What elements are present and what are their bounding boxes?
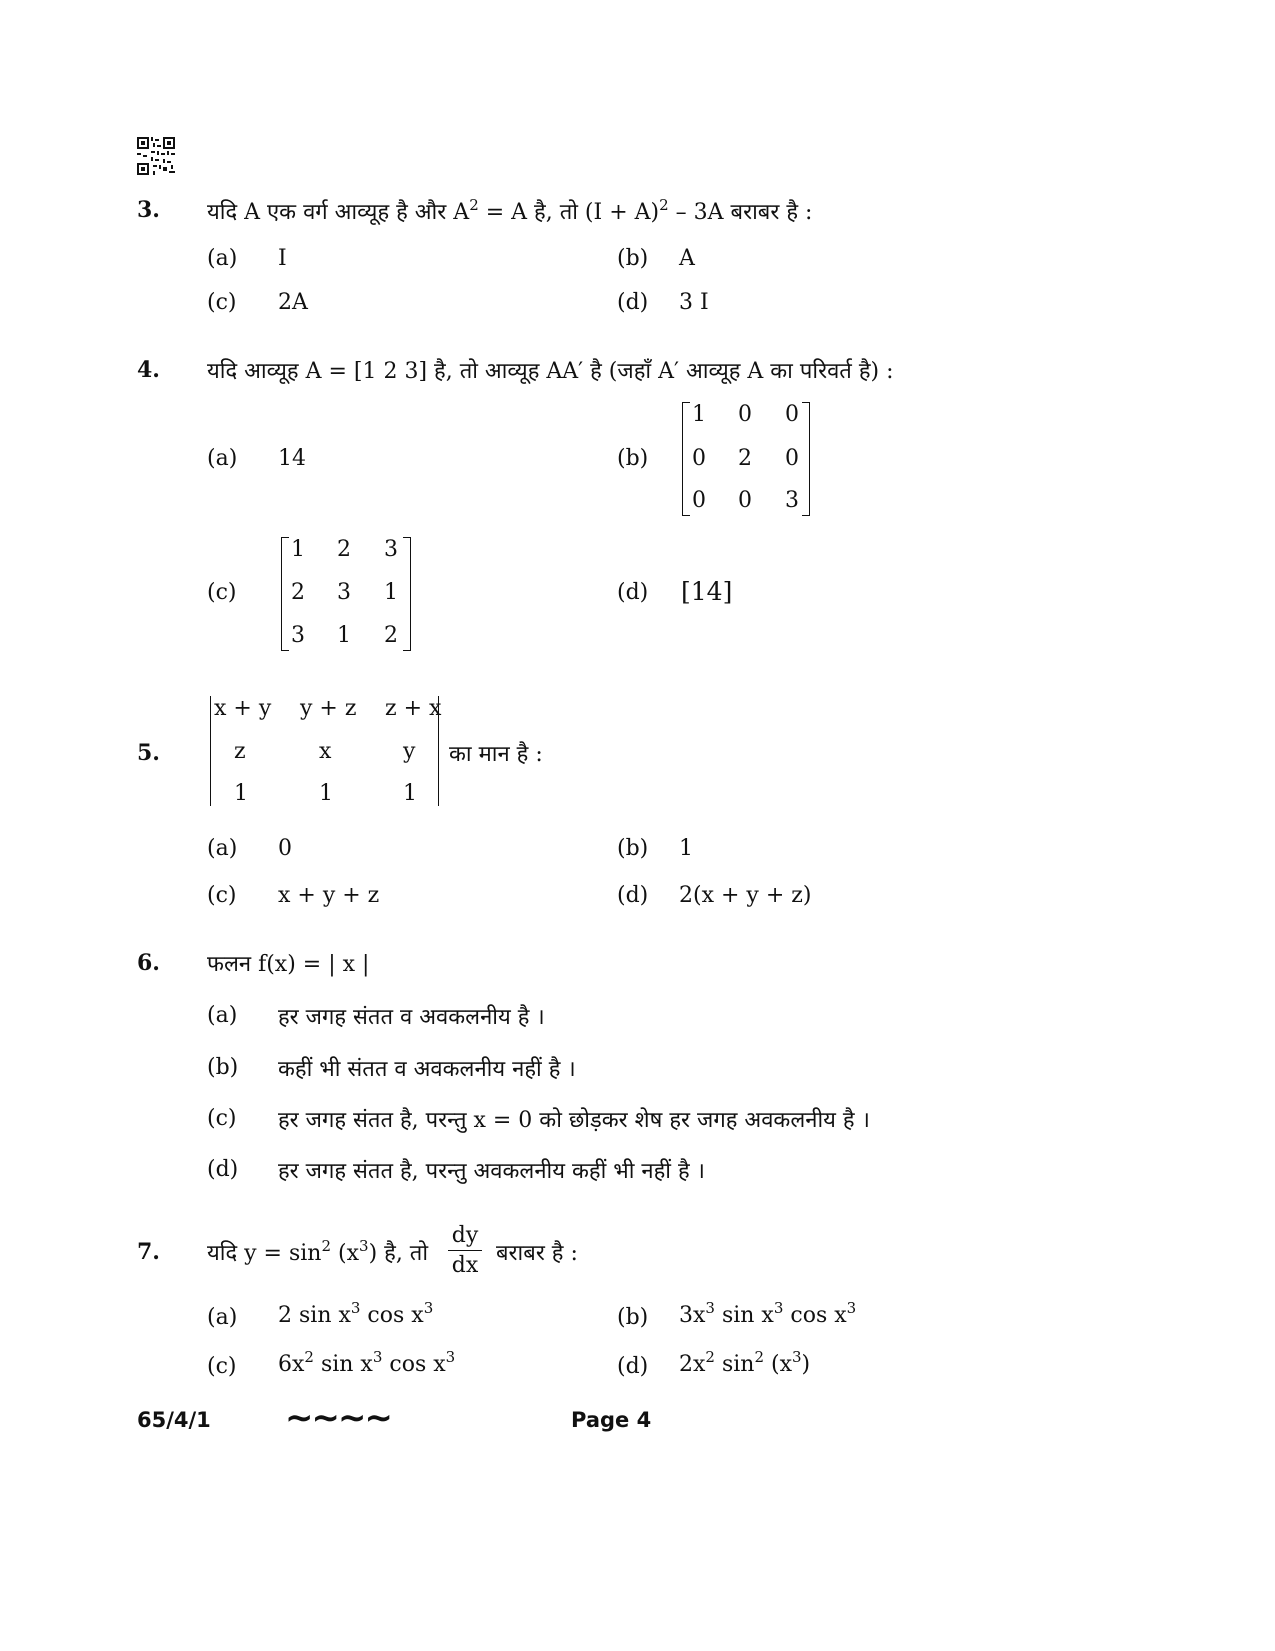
matrix-cell: 3 (785, 488, 799, 513)
option-text: $2x^2$ $\sin^2 (x^3)$ (679, 1348, 811, 1377)
wave-ornament: ∼∼∼∼ (285, 1398, 391, 1438)
fraction-denominator: dx (451, 1253, 479, 1278)
qr-code-icon (137, 137, 175, 175)
matrix-cell: 1 (692, 402, 706, 427)
matrix-cell: 2 (291, 580, 305, 605)
det-cell: y + z (300, 696, 357, 721)
option-label: (b) (617, 246, 649, 271)
option-label: (a) (207, 1305, 238, 1330)
matrix-option-b (682, 400, 810, 518)
det-cell: z + x (385, 696, 442, 721)
option-label: (a) (207, 446, 238, 471)
option-label: (c) (207, 883, 237, 908)
option-text: कहीं भी संतत व अवकलनीय नहीं है । (278, 1057, 576, 1082)
matrix-cell: 1 (384, 580, 398, 605)
left-bar (210, 696, 211, 806)
matrix-cell: 3 (337, 580, 351, 605)
option-label: (d) (617, 580, 649, 605)
option-label: (d) (207, 1157, 239, 1182)
option-label: (c) (207, 1106, 237, 1131)
matrix-cell: 3 (384, 537, 398, 562)
det-cell: x (319, 739, 332, 764)
matrix-cell: 1 (337, 623, 351, 648)
question-number: 3. (137, 197, 160, 223)
question-stem-suffix: बराबर है : (496, 1241, 578, 1266)
option-label: (c) (207, 580, 237, 605)
question-number: 4. (137, 357, 160, 383)
option-label: (b) (617, 836, 649, 861)
matrix-cell: 3 (291, 623, 305, 648)
matrix-cell: 2 (738, 446, 752, 471)
option-text: 2A (278, 290, 308, 315)
option-label: (b) (617, 446, 649, 471)
option-text: हर जगह संतत है, परन्तु अवकलनीय कहीं भी नहीं है । (278, 1159, 706, 1184)
option-text: $6x^2$ $\sin x^3$ $\cos x^3$ (278, 1348, 456, 1377)
matrix-cell: 0 (785, 402, 799, 427)
option-label: (d) (617, 1354, 649, 1379)
fraction-numerator: dy (451, 1223, 479, 1248)
option-text: 0 (278, 836, 292, 861)
option-text: हर जगह संतत है, परन्तु x = 0 को छोड़कर शेष हर जगह अवकलनीय है । (278, 1108, 870, 1133)
matrix-option-c (281, 535, 411, 653)
option-label: (c) (207, 290, 237, 315)
option-text: 3 I (679, 290, 709, 315)
matrix-cell: 0 (692, 446, 706, 471)
option-text: 2(x + y + z) (679, 883, 812, 908)
option-text: [14] (681, 577, 733, 606)
page-number: Page 4 (571, 1408, 652, 1432)
matrix-cell: 2 (384, 623, 398, 648)
option-text: x + y + z (278, 883, 380, 908)
question-stem: का मान है : (449, 742, 543, 767)
option-label: (b) (617, 1305, 649, 1330)
matrix-cell: 0 (692, 488, 706, 513)
option-text: 2 $\sin x^3$ $\cos x^3$ (278, 1299, 434, 1328)
matrix-cell: 2 (337, 537, 351, 562)
question-stem: यदि आव्यूह A = [1 2 3] है, तो आव्यूह AA′ है (जहाँ A′ आव्यूह A का परिवर्त है) : (207, 359, 894, 384)
question-stem: यदि $y = \sin^2 (x^3)$ है, तो (207, 1237, 429, 1266)
option-label: (a) (207, 1003, 238, 1028)
option-text: I (278, 246, 287, 271)
question-number: 5. (137, 740, 160, 766)
option-label: (a) (207, 836, 238, 861)
option-text: हर जगह संतत व अवकलनीय है । (278, 1005, 545, 1030)
determinant (210, 694, 442, 810)
option-text: A (679, 246, 695, 271)
option-label: (d) (617, 883, 649, 908)
option-text: 1 (679, 836, 693, 861)
det-cell: z (234, 739, 246, 764)
option-text: 14 (278, 446, 306, 471)
det-cell: y (403, 739, 416, 764)
det-cell: 1 (319, 781, 333, 806)
option-text: $3x^3$ $\sin x^3$ $\cos x^3$ (679, 1299, 857, 1328)
question-number: 6. (137, 950, 160, 976)
matrix-cell: 0 (738, 402, 752, 427)
question-stem: फलन f(x) = | x | (207, 952, 370, 977)
option-label: (a) (207, 246, 238, 271)
option-label: (d) (617, 290, 649, 315)
option-label: (b) (207, 1055, 239, 1080)
option-label: (c) (207, 1354, 237, 1379)
derivative-fraction (448, 1223, 482, 1278)
fraction-line (448, 1250, 482, 1251)
det-cell: 1 (403, 781, 417, 806)
det-cell: x + y (214, 696, 272, 721)
det-cell: 1 (234, 781, 248, 806)
matrix-cell: 0 (785, 446, 799, 471)
question-number: 7. (137, 1239, 160, 1265)
matrix-cell: 1 (291, 537, 305, 562)
question-stem: यदि A एक वर्ग आव्यूह है और $A^2 = A$ है, तो $(I + A)^2 - 3A$ बराबर है : (207, 196, 813, 225)
paper-code: 65/4/1 (137, 1408, 211, 1432)
matrix-cell: 0 (738, 488, 752, 513)
